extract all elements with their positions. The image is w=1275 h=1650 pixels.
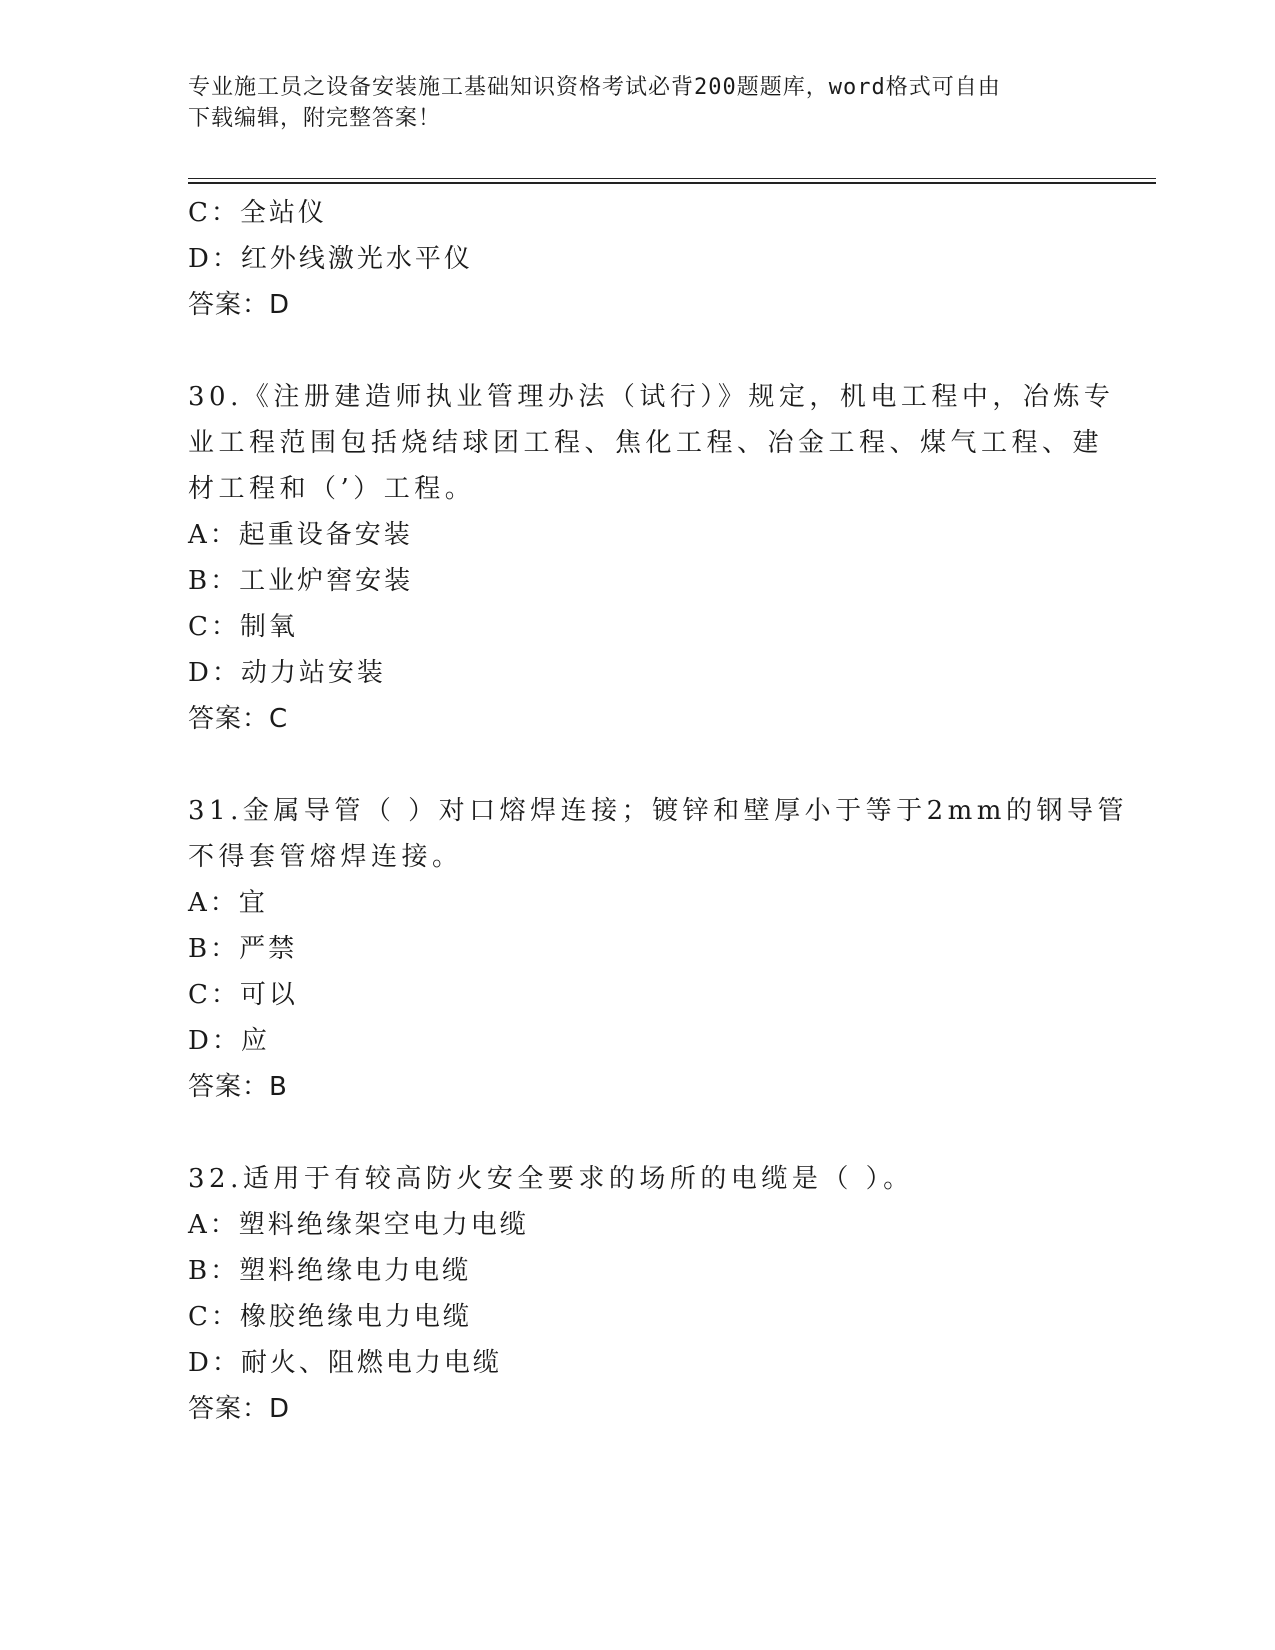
option-b: B：工业炉窖安装 [188, 566, 414, 596]
header-line-2: 下载编辑，附完整答案！ [188, 106, 442, 131]
header-line-1: 专业施工员之设备安装施工基础知识资格考试必背200题题库，word格式可自由 [188, 75, 1001, 100]
spacer [188, 1110, 1088, 1156]
option-b: B：塑料绝缘电力电缆 [188, 1256, 472, 1286]
option-d: D：应 [188, 1026, 270, 1056]
option-c: C：橡胶绝缘电力电缆 [188, 1302, 472, 1332]
answer: 答案：D [188, 1394, 291, 1424]
option-c: C：可以 [188, 980, 298, 1010]
question-31 [188, 788, 1128, 1110]
question-32 [188, 1156, 1088, 1432]
answer: 答案：D [188, 290, 291, 320]
document-header [188, 72, 1088, 134]
spacer [188, 742, 1088, 788]
question-stem-line: 材工程和（’）工程。 [188, 474, 476, 504]
option-d: D：动力站安装 [188, 658, 386, 688]
option-c: C：全站仪 [188, 198, 327, 228]
question-stem-line: 业工程范围包括烧结球团工程、焦化工程、冶金工程、煤气工程、建 [188, 428, 1104, 458]
option-d: D：耐火、阻燃电力电缆 [188, 1348, 502, 1378]
option-a: A：塑料绝缘架空电力电缆 [188, 1210, 529, 1240]
option-a: A：宜 [188, 888, 268, 918]
question-30 [188, 374, 1115, 742]
header-divider-thick [188, 182, 1156, 184]
option-c: C：制氧 [188, 612, 298, 642]
option-b: B：严禁 [188, 934, 298, 964]
question-stem-line: 32.适用于有较高防火安全要求的场所的电缆是（ ）。 [188, 1164, 914, 1194]
option-a: A：起重设备安装 [188, 520, 413, 550]
question-stem-line: 30.《注册建造师执业管理办法（试行）》规定，机电工程中，冶炼专 [188, 382, 1115, 412]
answer: 答案：C [188, 704, 289, 734]
spacer [188, 328, 1088, 374]
answer: 答案：B [188, 1072, 288, 1102]
option-d: D：红外线激光水平仪 [188, 244, 473, 274]
question-stem-line: 31.金属导管（ ）对口熔焊连接；镀锌和壁厚小于等于2mm的钢导管 [188, 796, 1128, 826]
question-stem-line: 不得套管熔焊连接。 [188, 842, 463, 872]
header-divider-thin [188, 178, 1156, 179]
document-body [188, 190, 1128, 1432]
